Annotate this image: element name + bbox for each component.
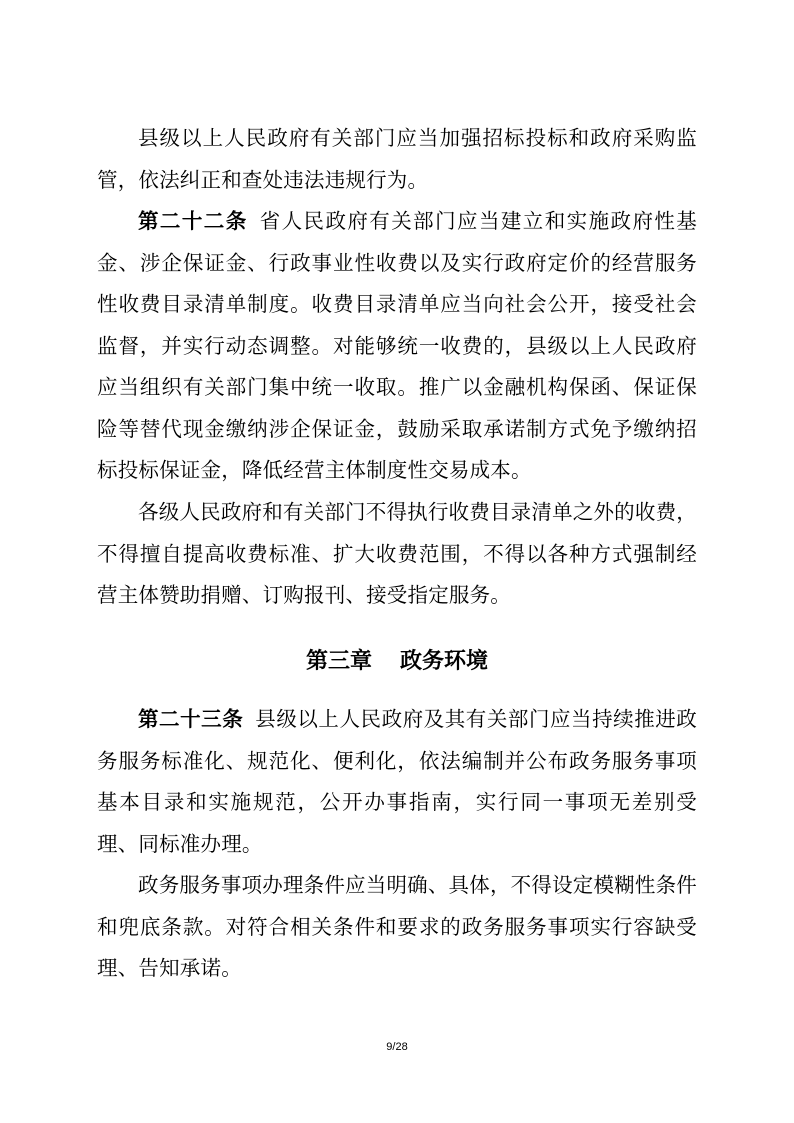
chapter-heading [0,642,794,682]
article-23-label: 第二十三条 [138,707,244,731]
article-23 [97,699,697,865]
chapter-title: 政务环境 [400,649,489,674]
paragraph-fee-restrictions: 各级人民政府和有关部门不得执行收费目录清单之外的收费，不得擅自提高收费标准、扩大收费范围，不得以各种方式强制经营主体赞助捐赠、订购报刊、接受指定服务。 [97,500,697,607]
article-22-label: 第二十二条 [138,209,248,233]
page-number: 9/28 [386,1041,408,1053]
paragraph-service-conditions: 政务服务事项办理条件应当明确、具体，不得设定模糊性条件和兜底条款。对符合相关条件和要求的政务服务事项实行容缺受理、告知承诺。 [97,873,697,980]
paragraph-procurement-supervision: 县级以上人民政府有关部门应当加强招标投标和政府采购监管，依法纠正和查处违法违规行为。 [97,126,697,192]
article-23-text: 县级以上人民政府及其有关部门应当持续推进政务服务标准化、规范化、便利化，依法编制并公布政务服务事项基本目录和实施规范，公开办事指南，实行同一事项无差别受理、同标准办理。 [97,707,698,856]
chapter-number: 第三章 [305,649,372,674]
article-22 [97,201,697,492]
article-22-text: 省人民政府有关部门应当建立和实施政府性基金、涉企保证金、行政事业性收费以及实行政府定价的经营服务性收费目录清单制度。收费目录清单应当向社会公开，接受社会监督，并实行动态调整。对能够统一收费的，县级以上人民政府应当组织有关部门集中统一收取。推广以金融机构保函、保证保险等替代现金缴纳涉企保证金，鼓励采取承诺制方式免予缴纳招标投标保证金，降低经营主体制度性交易成本。 [97,209,698,482]
